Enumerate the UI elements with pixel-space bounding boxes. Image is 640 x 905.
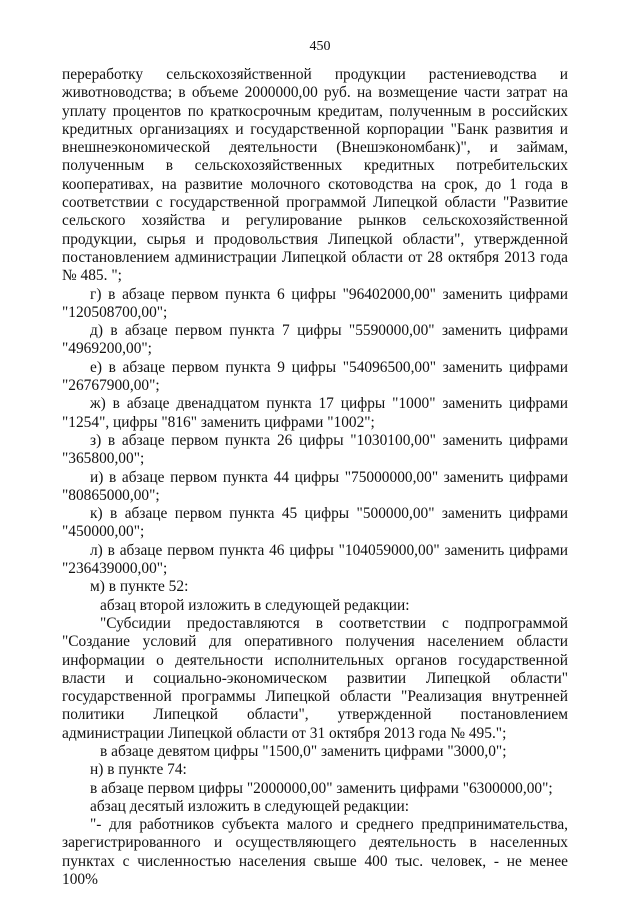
paragraph-13: н) в пункте 74: bbox=[90, 761, 187, 779]
paragraph-16: "- для работников субъекта малого и среднего предпринимательства, зарегистрированного и осуществляющего деятельность в населенных пунктах с численностью населения свыше 400 тыс. человек, - не менее 100% bbox=[62, 816, 568, 889]
paragraph-3: е) в абзаце первом пункта 9 цифры "54096500,00" заменить цифрами "26767900,00"; bbox=[62, 358, 568, 395]
paragraph-2: д) в абзаце первом пункта 7 цифры "5590000,00" заменить цифрами "4969200,00"; bbox=[62, 322, 568, 358]
page-number: 450 bbox=[309, 39, 331, 54]
paragraph-12: в абзаце девятом цифры "1500,0" заменить цифрами "3000,0"; bbox=[100, 742, 507, 760]
paragraph-5: з) в абзаце первом пункта 26 цифры "1030100,00" заменить цифрами "365800,00"; bbox=[62, 431, 568, 468]
paragraph-10: абзац второй изложить в следующей редакции: bbox=[100, 596, 410, 614]
paragraph-0: переработку сельскохозяйственной продукции растениеводства и животноводства; в объеме 2000000,00 руб. на возмещение части затрат на уплату процентов по краткосрочным кредитам, полученным в российских кредитных организациях и государственной корпорации "Банк развития и внешнеэкономической деятельности (Внешэкономбанк)", и займам, полученным в сельскохозяйственных кредитных потребительских кооперативах, на развитие молочного скотоводства на срок, до 1 года в соответствии с государственной программой Липецкой области "Развитие сельского хозяйства и регулирование рынков сельскохозяйственной продукции, сырья и продовольствия Липецкой области", утвержденной постановлением администрации Липецкой области от 28 октября 2013 года № 485. "; bbox=[62, 66, 568, 285]
document-body bbox=[62, 66, 568, 889]
paragraph-14: в абзаце первом цифры "2000000,00" заменить цифрами "6300000,00"; bbox=[90, 779, 553, 797]
paragraph-6: и) в абзаце первом пункта 44 цифры "75000000,00" заменить цифрами "80865000,00"; bbox=[62, 468, 568, 504]
paragraph-4: ж) в абзаце двенадцатом пункта 17 цифры "1000" заменить цифрами "1254", цифры "816" заменить цифрами "1002"; bbox=[62, 395, 568, 431]
paragraph-7: к) в абзаце первом пункта 45 цифры "500000,00" заменить цифрами "450000,00"; bbox=[62, 505, 568, 541]
paragraph-1: г) в абзаце первом пункта 6 цифры "96402000,00" заменить цифрами "120508700,00"; bbox=[62, 285, 568, 321]
paragraph-11: "Субсидии предоставляются в соответствии с подпрограммой "Создание условий для оперативного получения населением области информации о деятельности исполнительных органов государственной власти и социально-экономическом развитии Липецкой области" государственной программы Липецкой области "Реализация внутренней политики Липецкой области", утвержденной постановлением администрации Липецкой области от 31 октября 2013 года № 495."; bbox=[62, 614, 568, 742]
paragraph-8: л) в абзаце первом пункта 46 цифры "104059000,00" заменить цифрами "236439000,00"; bbox=[62, 541, 568, 578]
paragraph-15: абзац десятый изложить в следующей редакции: bbox=[90, 797, 410, 815]
paragraph-9: м) в пункте 52: bbox=[90, 578, 189, 596]
